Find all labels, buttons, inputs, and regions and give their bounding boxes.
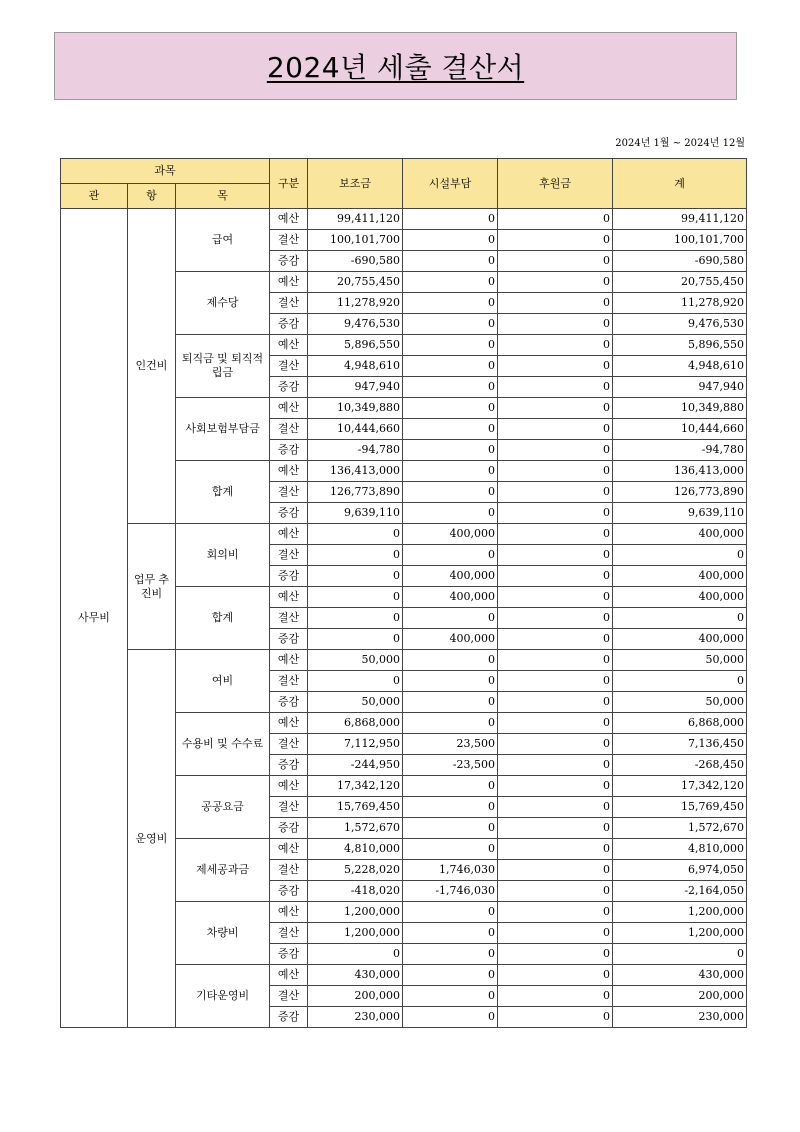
- header-hang: 항: [128, 184, 176, 209]
- donation-cell: 0: [498, 650, 613, 671]
- facility-burden-cell: 0: [403, 398, 498, 419]
- subsidy-cell: 430,000: [308, 965, 403, 986]
- facility-burden-cell: 0: [403, 209, 498, 230]
- facility-burden-cell: 0: [403, 692, 498, 713]
- subsidy-cell: 15,769,450: [308, 797, 403, 818]
- facility-burden-cell: 0: [403, 923, 498, 944]
- header-mok: 목: [176, 184, 270, 209]
- division-cell: 결산: [270, 230, 308, 251]
- mok-cell: 여비: [176, 650, 270, 713]
- donation-cell: 0: [498, 503, 613, 524]
- total-cell: 15,769,450: [613, 797, 747, 818]
- total-cell: 50,000: [613, 692, 747, 713]
- facility-burden-cell: 0: [403, 944, 498, 965]
- total-cell: 0: [613, 545, 747, 566]
- subsidy-cell: 126,773,890: [308, 482, 403, 503]
- total-cell: 6,974,050: [613, 860, 747, 881]
- total-cell: 17,342,120: [613, 776, 747, 797]
- division-cell: 증감: [270, 755, 308, 776]
- subsidy-cell: 1,200,000: [308, 902, 403, 923]
- facility-burden-cell: 0: [403, 986, 498, 1007]
- donation-cell: 0: [498, 692, 613, 713]
- subsidy-cell: 4,810,000: [308, 839, 403, 860]
- division-cell: 증감: [270, 881, 308, 902]
- facility-burden-cell: 0: [403, 461, 498, 482]
- mok-cell: 사회보험부담금: [176, 398, 270, 461]
- total-cell: 0: [613, 944, 747, 965]
- header-division: 구분: [270, 159, 308, 209]
- division-cell: 증감: [270, 377, 308, 398]
- subsidy-cell: 5,228,020: [308, 860, 403, 881]
- subsidy-cell: 0: [308, 566, 403, 587]
- facility-burden-cell: 0: [403, 713, 498, 734]
- total-cell: 0: [613, 671, 747, 692]
- total-cell: 9,639,110: [613, 503, 747, 524]
- division-cell: 증감: [270, 629, 308, 650]
- facility-burden-cell: 0: [403, 650, 498, 671]
- division-cell: 증감: [270, 503, 308, 524]
- donation-cell: 0: [498, 923, 613, 944]
- total-cell: 11,278,920: [613, 293, 747, 314]
- donation-cell: 0: [498, 545, 613, 566]
- header-kwan: 관: [61, 184, 128, 209]
- facility-burden-cell: 0: [403, 608, 498, 629]
- table-row: [61, 524, 747, 545]
- subsidy-cell: 0: [308, 671, 403, 692]
- donation-cell: 0: [498, 944, 613, 965]
- donation-cell: 0: [498, 713, 613, 734]
- division-cell: 증감: [270, 1007, 308, 1028]
- donation-cell: 0: [498, 818, 613, 839]
- subsidy-cell: 7,112,950: [308, 734, 403, 755]
- mok-cell: 퇴직금 및 퇴직적립금: [176, 335, 270, 398]
- donation-cell: 0: [498, 902, 613, 923]
- subsidy-cell: 0: [308, 587, 403, 608]
- division-cell: 예산: [270, 398, 308, 419]
- subsidy-cell: 5,896,550: [308, 335, 403, 356]
- donation-cell: 0: [498, 293, 613, 314]
- mok-cell: 회의비: [176, 524, 270, 587]
- total-cell: 400,000: [613, 587, 747, 608]
- donation-cell: 0: [498, 839, 613, 860]
- donation-cell: 0: [498, 587, 613, 608]
- mok-cell: 수용비 및 수수료: [176, 713, 270, 776]
- division-cell: 예산: [270, 713, 308, 734]
- donation-cell: 0: [498, 776, 613, 797]
- subsidy-cell: 4,948,610: [308, 356, 403, 377]
- facility-burden-cell: 0: [403, 818, 498, 839]
- total-cell: 20,755,450: [613, 272, 747, 293]
- ledger-table-wrapper: [60, 158, 747, 1028]
- table-row: [61, 209, 747, 230]
- total-cell: 400,000: [613, 629, 747, 650]
- division-cell: 예산: [270, 587, 308, 608]
- donation-cell: 0: [498, 566, 613, 587]
- header-subsidy: 보조금: [308, 159, 403, 209]
- total-cell: 10,444,660: [613, 419, 747, 440]
- donation-cell: 0: [498, 671, 613, 692]
- donation-cell: 0: [498, 314, 613, 335]
- subsidy-cell: 200,000: [308, 986, 403, 1007]
- division-cell: 예산: [270, 839, 308, 860]
- header-total: 계: [613, 159, 747, 209]
- donation-cell: 0: [498, 965, 613, 986]
- facility-burden-cell: 0: [403, 272, 498, 293]
- subsidy-cell: 17,342,120: [308, 776, 403, 797]
- facility-burden-cell: 0: [403, 839, 498, 860]
- facility-burden-cell: 0: [403, 440, 498, 461]
- donation-cell: 0: [498, 860, 613, 881]
- donation-cell: 0: [498, 398, 613, 419]
- division-cell: 증감: [270, 818, 308, 839]
- donation-cell: 0: [498, 629, 613, 650]
- division-cell: 예산: [270, 272, 308, 293]
- kwan-cell: 사무비: [61, 209, 128, 1028]
- division-cell: 결산: [270, 293, 308, 314]
- facility-burden-cell: 0: [403, 776, 498, 797]
- facility-burden-cell: 400,000: [403, 524, 498, 545]
- header-donation: 후원금: [498, 159, 613, 209]
- donation-cell: 0: [498, 461, 613, 482]
- division-cell: 결산: [270, 356, 308, 377]
- division-cell: 예산: [270, 524, 308, 545]
- division-cell: 결산: [270, 608, 308, 629]
- header-subject: 과목: [61, 159, 270, 184]
- total-cell: 1,200,000: [613, 902, 747, 923]
- page-title: 2024년 세출 결산서: [266, 51, 525, 84]
- subsidy-cell: 11,278,920: [308, 293, 403, 314]
- division-cell: 예산: [270, 209, 308, 230]
- division-cell: 결산: [270, 797, 308, 818]
- total-cell: -268,450: [613, 755, 747, 776]
- facility-burden-cell: 0: [403, 545, 498, 566]
- donation-cell: 0: [498, 797, 613, 818]
- total-cell: -2,164,050: [613, 881, 747, 902]
- subsidy-cell: 50,000: [308, 650, 403, 671]
- subsidy-cell: -94,780: [308, 440, 403, 461]
- facility-burden-cell: 0: [403, 419, 498, 440]
- hang-cell: 업무 추진비: [128, 524, 176, 650]
- facility-burden-cell: 0: [403, 503, 498, 524]
- subsidy-cell: 9,639,110: [308, 503, 403, 524]
- subsidy-cell: 947,940: [308, 377, 403, 398]
- division-cell: 결산: [270, 860, 308, 881]
- facility-burden-cell: 0: [403, 1007, 498, 1028]
- facility-burden-cell: 0: [403, 377, 498, 398]
- total-cell: 1,572,670: [613, 818, 747, 839]
- donation-cell: 0: [498, 1007, 613, 1028]
- donation-cell: 0: [498, 734, 613, 755]
- division-cell: 결산: [270, 419, 308, 440]
- facility-burden-cell: 400,000: [403, 566, 498, 587]
- donation-cell: 0: [498, 356, 613, 377]
- total-cell: 947,940: [613, 377, 747, 398]
- facility-burden-cell: 0: [403, 482, 498, 503]
- total-cell: 50,000: [613, 650, 747, 671]
- facility-burden-cell: -23,500: [403, 755, 498, 776]
- subsidy-cell: -690,580: [308, 251, 403, 272]
- subsidy-cell: 10,349,880: [308, 398, 403, 419]
- total-cell: 10,349,880: [613, 398, 747, 419]
- division-cell: 결산: [270, 923, 308, 944]
- facility-burden-cell: 0: [403, 230, 498, 251]
- total-cell: 136,413,000: [613, 461, 747, 482]
- total-cell: -690,580: [613, 251, 747, 272]
- donation-cell: 0: [498, 608, 613, 629]
- donation-cell: 0: [498, 230, 613, 251]
- header-facility-burden: 시설부담: [403, 159, 498, 209]
- division-cell: 예산: [270, 650, 308, 671]
- donation-cell: 0: [498, 272, 613, 293]
- subsidy-cell: 1,572,670: [308, 818, 403, 839]
- subsidy-cell: 0: [308, 629, 403, 650]
- facility-burden-cell: 0: [403, 965, 498, 986]
- donation-cell: 0: [498, 986, 613, 1007]
- donation-cell: 0: [498, 419, 613, 440]
- total-cell: 430,000: [613, 965, 747, 986]
- subsidy-cell: 100,101,700: [308, 230, 403, 251]
- division-cell: 예산: [270, 461, 308, 482]
- subsidy-cell: 230,000: [308, 1007, 403, 1028]
- facility-burden-cell: 0: [403, 356, 498, 377]
- mok-cell: 제세공과금: [176, 839, 270, 902]
- mok-cell: 급여: [176, 209, 270, 272]
- subsidy-cell: 0: [308, 944, 403, 965]
- subsidy-cell: 10,444,660: [308, 419, 403, 440]
- total-cell: -94,780: [613, 440, 747, 461]
- facility-burden-cell: 0: [403, 671, 498, 692]
- subsidy-cell: -418,020: [308, 881, 403, 902]
- total-cell: 230,000: [613, 1007, 747, 1028]
- division-cell: 증감: [270, 251, 308, 272]
- division-cell: 결산: [270, 734, 308, 755]
- total-cell: 99,411,120: [613, 209, 747, 230]
- total-cell: 5,896,550: [613, 335, 747, 356]
- mok-cell: 공공요금: [176, 776, 270, 839]
- donation-cell: 0: [498, 251, 613, 272]
- division-cell: 예산: [270, 335, 308, 356]
- donation-cell: 0: [498, 209, 613, 230]
- division-cell: 결산: [270, 986, 308, 1007]
- facility-burden-cell: 0: [403, 797, 498, 818]
- subsidy-cell: 0: [308, 545, 403, 566]
- table-row: [61, 650, 747, 671]
- donation-cell: 0: [498, 377, 613, 398]
- division-cell: 예산: [270, 776, 308, 797]
- subsidy-cell: 1,200,000: [308, 923, 403, 944]
- subsidy-cell: 20,755,450: [308, 272, 403, 293]
- donation-cell: 0: [498, 482, 613, 503]
- mok-cell: 차량비: [176, 902, 270, 965]
- division-cell: 증감: [270, 692, 308, 713]
- facility-burden-cell: 0: [403, 902, 498, 923]
- total-cell: 100,101,700: [613, 230, 747, 251]
- subsidy-cell: 99,411,120: [308, 209, 403, 230]
- total-cell: 7,136,450: [613, 734, 747, 755]
- ledger-body: [61, 209, 747, 1028]
- subsidy-cell: 0: [308, 524, 403, 545]
- total-cell: 1,200,000: [613, 923, 747, 944]
- division-cell: 예산: [270, 902, 308, 923]
- total-cell: 9,476,530: [613, 314, 747, 335]
- total-cell: 126,773,890: [613, 482, 747, 503]
- division-cell: 증감: [270, 440, 308, 461]
- division-cell: 증감: [270, 566, 308, 587]
- total-cell: 400,000: [613, 524, 747, 545]
- donation-cell: 0: [498, 755, 613, 776]
- facility-burden-cell: 23,500: [403, 734, 498, 755]
- hang-cell: 인건비: [128, 209, 176, 524]
- subsidy-cell: 9,476,530: [308, 314, 403, 335]
- donation-cell: 0: [498, 440, 613, 461]
- total-cell: 6,868,000: [613, 713, 747, 734]
- mok-cell: 제수당: [176, 272, 270, 335]
- division-cell: 예산: [270, 965, 308, 986]
- hang-cell: 운영비: [128, 650, 176, 1028]
- subsidy-cell: 6,868,000: [308, 713, 403, 734]
- facility-burden-cell: 0: [403, 314, 498, 335]
- subsidy-cell: 50,000: [308, 692, 403, 713]
- mok-cell: 합계: [176, 587, 270, 650]
- mok-cell: 합계: [176, 461, 270, 524]
- division-cell: 증감: [270, 944, 308, 965]
- division-cell: 증감: [270, 314, 308, 335]
- division-cell: 결산: [270, 482, 308, 503]
- facility-burden-cell: -1,746,030: [403, 881, 498, 902]
- total-cell: 200,000: [613, 986, 747, 1007]
- facility-burden-cell: 0: [403, 335, 498, 356]
- total-cell: 400,000: [613, 566, 747, 587]
- donation-cell: 0: [498, 335, 613, 356]
- donation-cell: 0: [498, 881, 613, 902]
- total-cell: 4,810,000: [613, 839, 747, 860]
- subsidy-cell: 0: [308, 608, 403, 629]
- division-cell: 결산: [270, 671, 308, 692]
- period-range: 2024년 1월 ~ 2024년 12월: [615, 138, 745, 149]
- facility-burden-cell: 400,000: [403, 629, 498, 650]
- total-cell: 4,948,610: [613, 356, 747, 377]
- facility-burden-cell: 1,746,030: [403, 860, 498, 881]
- title-banner: [54, 32, 737, 100]
- mok-cell: 기타운영비: [176, 965, 270, 1028]
- expenditure-ledger-table: [60, 158, 747, 1028]
- division-cell: 결산: [270, 545, 308, 566]
- subsidy-cell: 136,413,000: [308, 461, 403, 482]
- subsidy-cell: -244,950: [308, 755, 403, 776]
- total-cell: 0: [613, 608, 747, 629]
- facility-burden-cell: 0: [403, 293, 498, 314]
- facility-burden-cell: 0: [403, 251, 498, 272]
- facility-burden-cell: 400,000: [403, 587, 498, 608]
- donation-cell: 0: [498, 524, 613, 545]
